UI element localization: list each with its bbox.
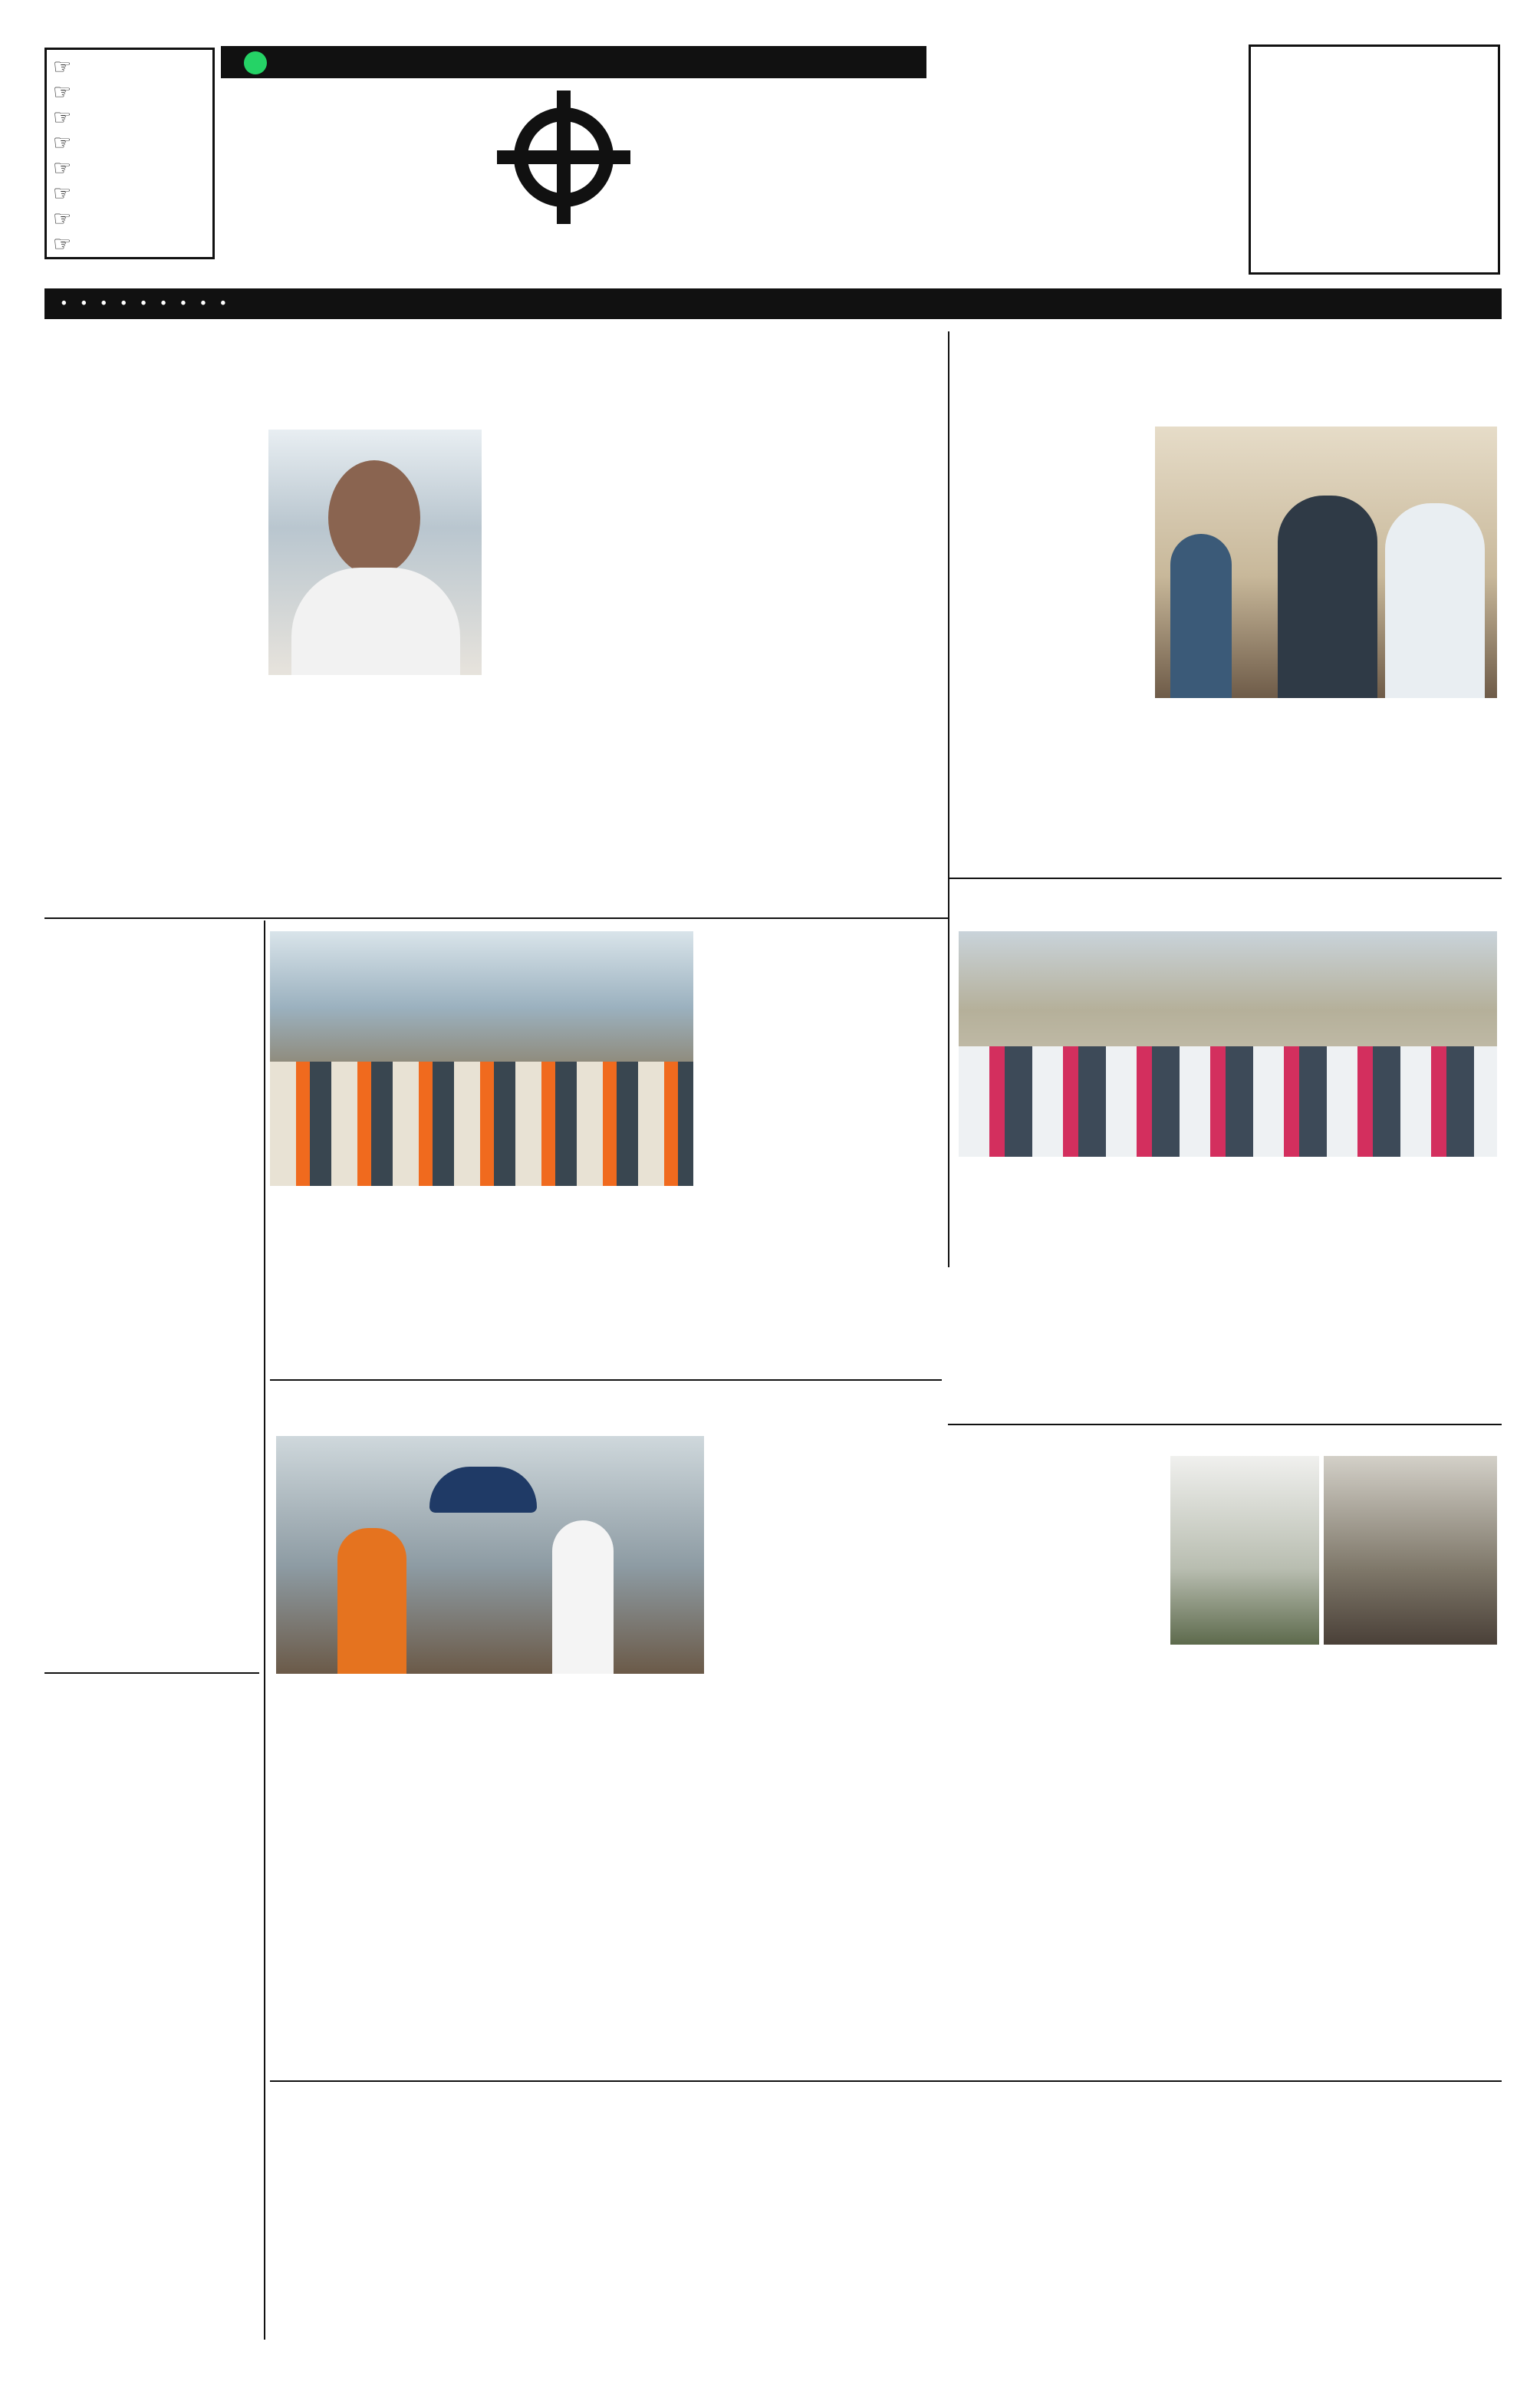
- mandya-caption: [268, 683, 482, 732]
- district-item: [53, 156, 206, 181]
- contact-strip: [221, 46, 926, 78]
- mandya-col3: [491, 423, 706, 914]
- section-rule: [948, 1424, 1502, 1425]
- headline-aadhaar-1: [959, 328, 1503, 374]
- dk-shivakumar-photo: [268, 430, 482, 675]
- portrait-shirt: [291, 568, 460, 675]
- pointer-icon: ☞: [53, 182, 72, 206]
- newspaper-name: [219, 77, 1101, 238]
- headline-aadhaar-2: [959, 371, 1503, 417]
- district-item: [53, 206, 206, 232]
- dasoha-col2: [494, 1683, 710, 2074]
- photo-figure: [1170, 534, 1232, 698]
- photo-figure: [1385, 503, 1485, 698]
- meeting-lead: [959, 1479, 1163, 1640]
- pointer-icon: ☞: [53, 232, 72, 256]
- headline-mandya: [44, 331, 942, 423]
- district-list: [44, 48, 215, 259]
- district-item: [53, 232, 206, 257]
- hepatitis-col2: [1232, 1166, 1497, 1419]
- aadhaar-meeting-photo: [1155, 427, 1497, 698]
- fertilizer-col3: [703, 931, 942, 1358]
- headline-dasoha: [270, 1384, 942, 1430]
- pointer-icon: ☞: [53, 55, 72, 79]
- headline-fertilizer: [270, 882, 942, 925]
- photo-crowd: [959, 1046, 1497, 1157]
- pointer-icon: ☞: [53, 131, 72, 155]
- aadhaar-right: [1155, 707, 1497, 825]
- rattihalli-body: [44, 988, 259, 1663]
- mandya-col4: [713, 423, 934, 894]
- district-item: [53, 181, 206, 206]
- section-rule: [44, 1672, 259, 1674]
- district-item: [53, 130, 206, 156]
- pointer-icon: ☞: [53, 207, 72, 231]
- bhoomi-pooja-photo: [276, 1436, 704, 1674]
- ad-contact-box: [1249, 44, 1500, 275]
- meeting-col2: [1232, 1649, 1497, 2076]
- pointer-icon: ☞: [53, 106, 72, 130]
- section-rule: [270, 2080, 1502, 2082]
- meeting-col1: [959, 1649, 1222, 2076]
- crosshair-logo-icon: [514, 107, 614, 207]
- fertilizer-col1: [270, 1194, 477, 1375]
- fertilizer-col2: [485, 1194, 693, 1375]
- headline-rattihalli-2: [44, 954, 259, 985]
- portrait-face: [328, 460, 420, 575]
- protest-photo: [270, 931, 693, 1186]
- headline-rattihalli-1: [44, 924, 259, 957]
- issue-info-bar: • • • • • • • • •: [44, 288, 1502, 319]
- hepatitis-rally-photo: [959, 931, 1497, 1157]
- photo-figure: [337, 1528, 406, 1674]
- umbrella-icon: [429, 1467, 537, 1513]
- section-rule: [948, 878, 1502, 879]
- district-item: [53, 105, 206, 130]
- photo-figure: [552, 1520, 614, 1674]
- pointer-icon: ☞: [53, 81, 72, 104]
- column-rule: [948, 331, 949, 1267]
- photo-crowd: [270, 1062, 693, 1186]
- dasoha-col1: [270, 1683, 486, 2074]
- column-rule: [264, 921, 265, 2340]
- mla-photo: [1170, 1456, 1319, 1645]
- headline-hepatitis: [959, 882, 1502, 925]
- temple-photo: [1324, 1456, 1497, 1645]
- mandya-col1: [44, 423, 222, 914]
- section-rule: [270, 1379, 942, 1381]
- whatsapp-icon: [244, 51, 267, 74]
- photo-figure: [1278, 496, 1377, 698]
- district-item: [53, 54, 206, 80]
- pointer-icon: ☞: [53, 156, 72, 180]
- district-item: [53, 80, 206, 105]
- headline-missing-person: [44, 1677, 259, 1704]
- hepatitis-col1: [959, 1166, 1222, 1419]
- missing-person-body: [44, 1706, 259, 2335]
- dasoha-col3: [718, 1436, 942, 2074]
